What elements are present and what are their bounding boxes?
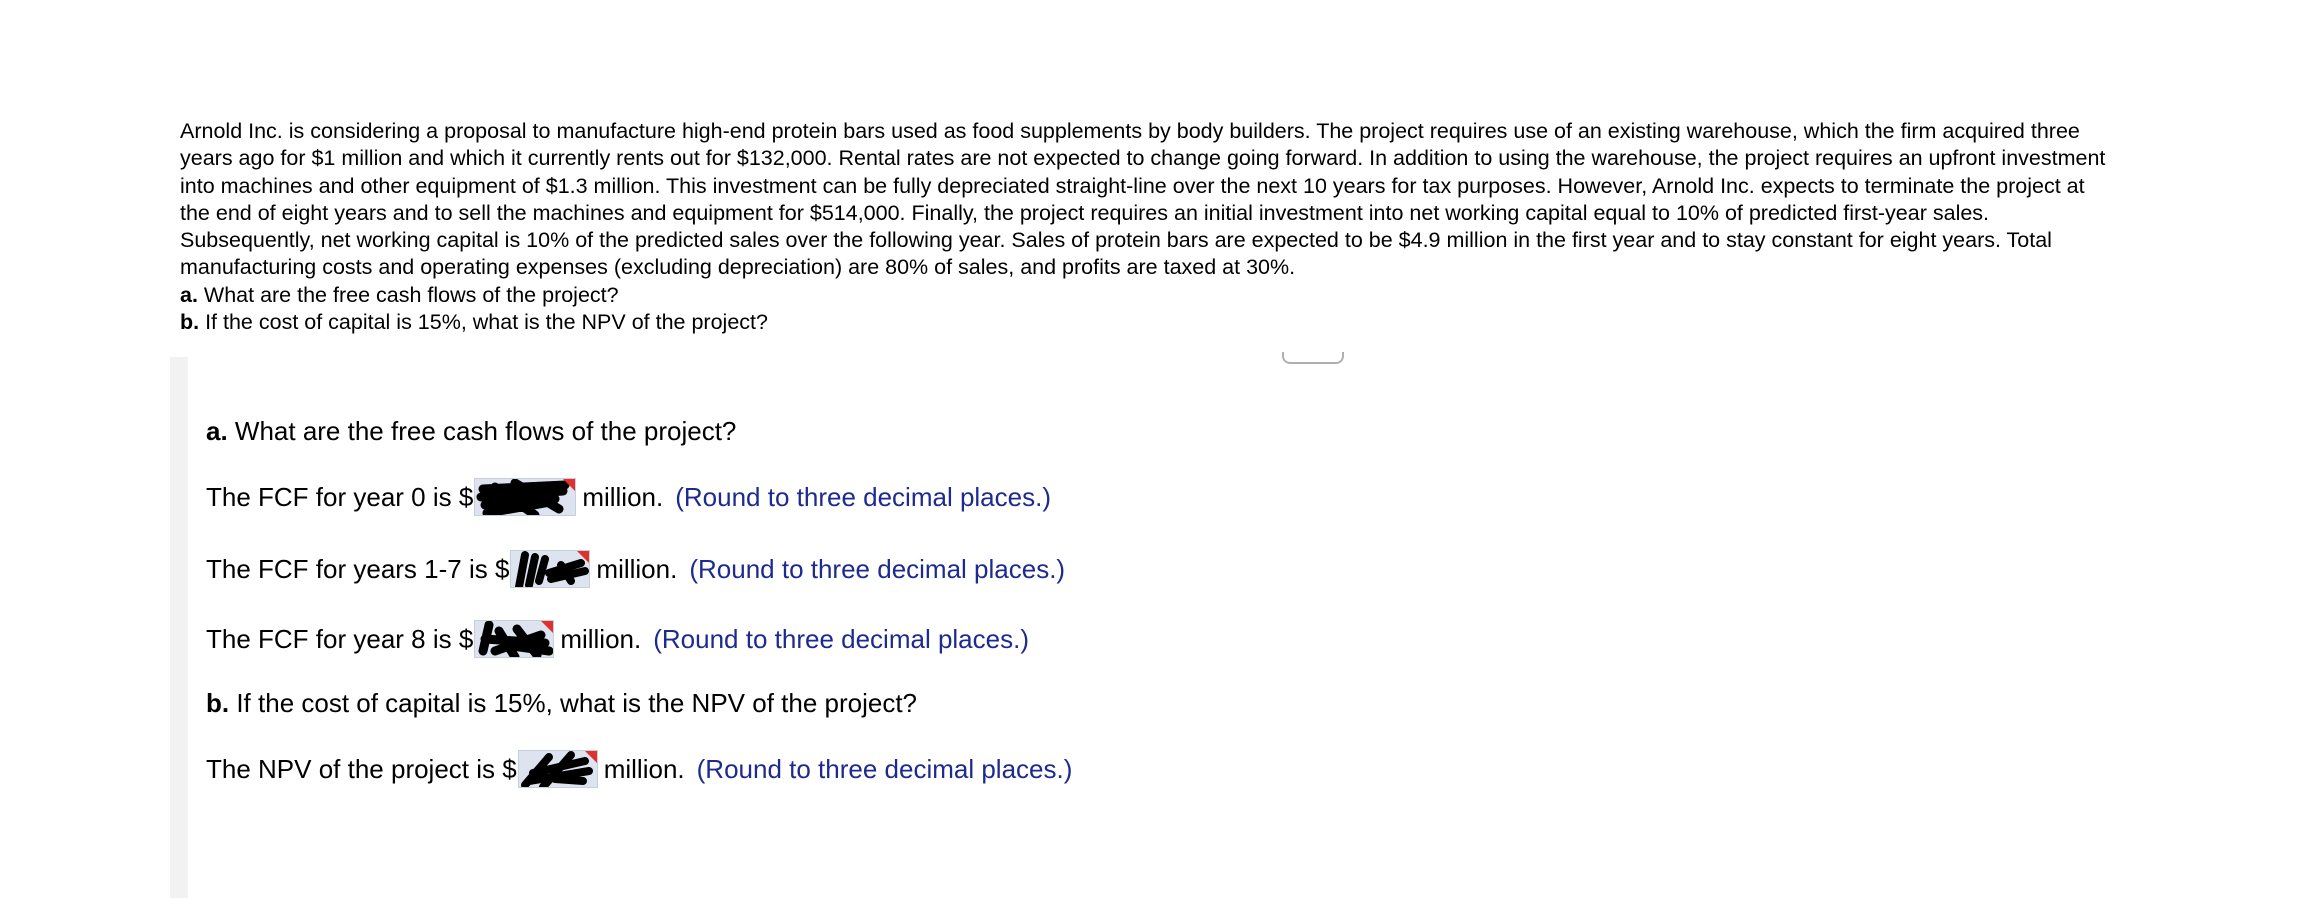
- fcf-year0-unit: million.: [582, 481, 664, 512]
- part-a-letter: a.: [206, 416, 228, 446]
- question-b: [180, 309, 2120, 336]
- fcf-year8-row: [206, 620, 1029, 658]
- problem-text: Arnold Inc. is considering a proposal to manufacture high-end protein bars used as food supplements by body builders. The project requires use of an existing warehouse, which the firm acquired three years ago for $1 million and which it currently rents out for $132,000. Rental rates are not expected to change going forward. In addition to using the warehouse, the project requires an upfront investment into machines and other equipment of $1.3 million. This investment can be fully depreciated straight-line over the next 10 years for tax purposes. However, Arnold Inc. expects to terminate the project at the end of eight years and to sell the machines and equipment for $514,000. Finally, the project requires an initial investment into net working capital equal to 10% of predicted first-year sales. Subsequently, net working capital is 10% of the predicted sales over the following year. Sales of protein bars are expected to be $4.9 million in the first year and to stay constant for eight years. Total manufacturing costs and operating expenses (excluding depreciation) are 80% of sales, and profits are taxed at 30%.: [180, 119, 2106, 280]
- fcf-years1-7-label: The FCF for years 1-7 is $: [206, 553, 510, 584]
- npv-input[interactable]: [518, 750, 598, 788]
- part-b-text: If the cost of capital is 15%, what is the NPV of the project?: [229, 688, 918, 718]
- npv-row: [206, 750, 1072, 788]
- npv-hint: (Round to three decimal places.): [696, 753, 1073, 784]
- fcf-years1-7-hint: (Round to three decimal places.): [689, 553, 1066, 584]
- incorrect-flag-icon: [585, 751, 597, 763]
- question-b-text: If the cost of capital is 15%, what is the NPV of the project?: [199, 310, 768, 335]
- question-b-letter: b.: [180, 310, 200, 335]
- fcf-year0-row: [206, 478, 1051, 516]
- part-b-letter: b.: [206, 688, 230, 718]
- fcf-year8-hint: (Round to three decimal places.): [653, 623, 1029, 654]
- incorrect-flag-icon: [563, 479, 575, 491]
- fcf-year0-input[interactable]: [474, 478, 576, 516]
- fcf-year8-input[interactable]: [474, 620, 554, 658]
- redaction-scribble-icon: [475, 479, 576, 516]
- fcf-years1-7-input[interactable]: [510, 550, 590, 588]
- fcf-years1-7-unit: million.: [596, 553, 678, 584]
- incorrect-flag-icon: [577, 551, 589, 563]
- fcf-year0-label: The FCF for year 0 is $: [206, 481, 474, 512]
- part-b-heading: [206, 688, 917, 719]
- fcf-year8-label: The FCF for year 8 is $: [206, 623, 474, 654]
- incorrect-flag-icon: [541, 621, 553, 633]
- npv-label: The NPV of the project is $: [206, 753, 517, 784]
- question-a-text: What are the free cash flows of the project?: [197, 282, 619, 307]
- fcf-year8-unit: million.: [560, 623, 642, 654]
- problem-statement: [180, 118, 2120, 336]
- fcf-years1-7-row: [206, 550, 1065, 588]
- question-a: [180, 282, 2120, 309]
- fcf-year0-hint: (Round to three decimal places.): [675, 481, 1051, 512]
- npv-unit: million.: [603, 753, 685, 784]
- part-a-text: What are the free cash flows of the project?: [227, 416, 737, 446]
- part-a-heading: [206, 416, 736, 447]
- question-a-letter: a.: [180, 282, 198, 307]
